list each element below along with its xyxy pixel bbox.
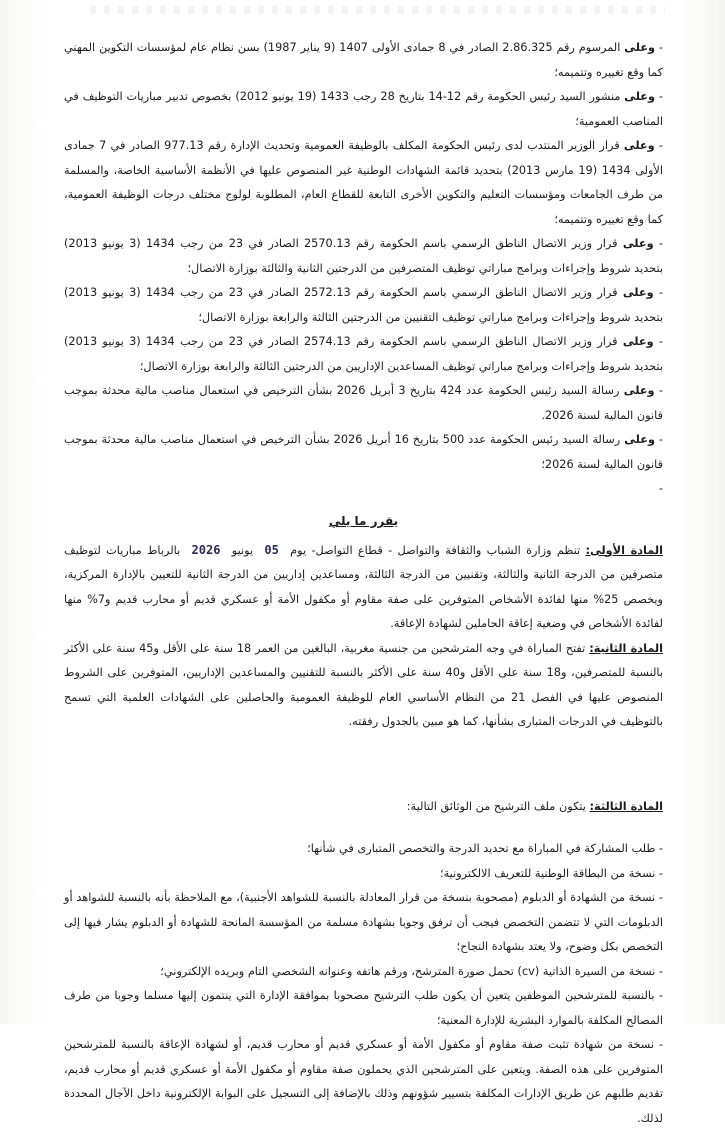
visa-keyword: وعلى bbox=[622, 237, 654, 250]
visa-keyword: وعلى bbox=[624, 90, 656, 103]
visa-text: رسالة السيد رئيس الحكومة عدد 500 بتاريخ 16 أبريل 2026 بشأن الترخيص في استعمال مناصب مالية محدثة بموجب قانون المالية لسنة 2026؛ bbox=[64, 433, 663, 471]
visa-paragraph bbox=[64, 232, 663, 281]
article-3-title: المادة الثالثة: bbox=[589, 799, 663, 813]
article-1-title: المادة الأولى: bbox=[585, 543, 663, 557]
visa-dash: - bbox=[655, 41, 664, 54]
trailing-dash: - bbox=[658, 482, 663, 495]
article-1 bbox=[64, 538, 663, 637]
visa-paragraph bbox=[64, 85, 663, 134]
scan-artifact bbox=[90, 6, 665, 14]
visa-dash: - bbox=[655, 90, 664, 103]
visa-dash: - bbox=[653, 286, 663, 299]
list-item: - طلب المشاركة في المباراة مع تحديد الدرجة والتخصص المتبارى في شأنها؛ bbox=[307, 842, 663, 855]
article-1-text-after-date: بالرباط مباريات لتوظيف متصرفين من الدرجة الثانية والثالثة، وتقنيين من الدرجة الثالثة، ومساعدين إداريين من الدرجة الثانية للتعيين بالإدارة المركزية، ويخصص 25% منها لفائدة الأشخاص المتوفرين على صفة مقاوم أو مكفول الأمة أو عسكري قديم أو محارب قديم و7% منها لفائدة الأشخاص في وضعية إعاقة الحاملين لشهادة الإعاقة. bbox=[64, 543, 664, 630]
visa-dash: - bbox=[654, 139, 663, 152]
article-1-text-before-date: تنظم وزارة الشباب والثقافة والتواصل - قطاع التواصل- يوم bbox=[290, 543, 581, 557]
visa-keyword: وعلى bbox=[623, 139, 655, 152]
visa-keyword: وعلى bbox=[622, 335, 654, 348]
visa-paragraph bbox=[64, 379, 663, 428]
article-2-title: المادة الثانية: bbox=[589, 641, 664, 655]
visa-text: المرسوم رقم 2.86.325 الصادر في 8 جمادى الأولى 1407 (9 يناير 1987) بسن نظام عام لمؤسسات التكوين المهني كما وقع تغييره وتتميمه؛ bbox=[64, 41, 663, 79]
visa-dash: - bbox=[654, 384, 663, 397]
visa-text: منشور السيد رئيس الحكومة رقم 12-14 بتاريخ 28 رجب 1433 (19 يونيو 2012) بخصوص تدبير مباريات التوظيف في المناصب العمومية؛ bbox=[64, 90, 663, 128]
article-2 bbox=[64, 637, 663, 735]
visa-keyword: وعلى bbox=[623, 384, 655, 397]
visa-paragraph bbox=[64, 36, 663, 85]
article-2-text: تفتح المباراة في وجه المترشحين من جنسية مغربية، البالغين من العمر 18 سنة على الأقل و45 سنة على الأكثر بالنسبة للمتصرفين، و18 سنة على الأقل و40 سنة على الأكثر بالنسبة للتقنيين والمساعدين الإداريين، المتوفرين على الشروط المنصوص عليها في الفصل 21 من النظام الأساسي العام للوظيفة العمومية والحاصلين على الشهادات العلمية التي تسمح بالتوظيف في الدرجات المتبارى بشأنها، كما هو مبين بالجدول رفقته. bbox=[64, 641, 664, 728]
decree-body bbox=[64, 36, 663, 1131]
article-3-intro: يتكون ملف الترشيح من الوثائق التالية: bbox=[406, 799, 586, 813]
article-1-date-year: 2026 bbox=[191, 542, 221, 557]
visa-keyword: وعلى bbox=[624, 41, 656, 54]
visa-paragraph bbox=[64, 330, 663, 379]
list-item: - نسخة من البطاقة الوطنية للتعريف الالكترونية؛ bbox=[440, 866, 663, 880]
article-1-date-day: 05 bbox=[264, 542, 279, 557]
visa-paragraph bbox=[64, 281, 663, 330]
visa-text: قرار وزير الاتصال الناطق الرسمي باسم الحكومة رقم 2572.13 الصادر في 23 من رجب 1434 (3 يونيو 2013) بتحديد شروط وإجراءات وبرامج مباراتي توظيف التقنيين من الدرجتين الثالثة والرابعة بوزارة الاتصال؛ bbox=[64, 286, 663, 324]
visa-text: قرار الوزير المنتدب لدى رئيس الحكومة المكلف بالوظيفة العمومية وتحديث الإدارة رقم 977.13 الصادر في 7 جمادى الأولى 1434 (19 مارس 2013) بتحديد قائمة الشهادات الوطنية غير المنصوص عليها في الأنظمة الأساسية الخاصة، والمسلمة من طرف الجامعات ومؤسسات التعليم والتكوين الأخرى التابعة للقطاع العام، المطلوبة لولوج مختلف درجات الوظيفة العمومية، كما وقع تغييره وتتميمه؛ bbox=[64, 139, 664, 226]
list-item: - بالنسبة للمترشحين الموظفين يتعين أن يكون طلب الترشيح مصحوبا بموافقة الإدارة التي ينتمون إليها مسلما وجوبا من طرف المصالح المكلفة بالموارد البشرية للإدارة المعنية؛ bbox=[64, 989, 663, 1027]
decides-heading: يقرر ما يلي bbox=[328, 514, 399, 528]
spacer bbox=[64, 735, 663, 795]
article-3-heading bbox=[64, 795, 663, 820]
visa-dash: - bbox=[654, 433, 664, 446]
visa-keyword: وعلى bbox=[624, 433, 655, 446]
list-item: - نسخة من الشهادة أو الدبلوم (مصحوبة بنسخة من قرار المعادلة بالنسبة للشواهد الأجنبية)، مع الملاحظة بأنه بالنسبة للشواهد أو الدبلومات التي لا تتضمن التخصص فيجب أن ترفق وجوبا بشهادة مسلمة من المؤسسة المانحة للشهادة أو الدبلوم يشار فيها إلى التخصص بكل وضوح، ولا يعتد بشهادة النجاح؛ bbox=[64, 891, 663, 953]
article-1-date-month: يونيو bbox=[231, 543, 254, 557]
visa-paragraph bbox=[64, 428, 663, 477]
visa-text: قرار وزير الاتصال الناطق الرسمي باسم الحكومة رقم 2574.13 الصادر في 23 من رجب 1434 (3 يونيو 2013) بتحديد شروط وإجراءات وبرامج مباراتي توظيف المساعدين الإداريين من الدرجتين الثالثة والرابعة بوزارة الاتصال؛ bbox=[64, 335, 663, 373]
visa-paragraph bbox=[64, 134, 663, 232]
visa-keyword: وعلى bbox=[622, 286, 654, 299]
visa-text: قرار وزير الاتصال الناطق الرسمي باسم الحكومة رقم 2570.13 الصادر في 23 من رجب 1434 (3 يونيو 2013) بتحديد شروط وإجراءات وبرامج مباراتي توظيف المتصرفين من الدرجتين الثانية والثالثة بوزارة الاتصال؛ bbox=[64, 237, 663, 275]
spacer bbox=[64, 819, 663, 837]
required-documents-list bbox=[64, 837, 663, 1131]
visa-dash: - bbox=[653, 237, 663, 250]
list-item: - نسخة من السيرة الذاتية (cv) تحمل صورة المترشح، ورقم هاتفه وعنوانه الشخصي التام وبريده الإلكتروني؛ bbox=[160, 964, 663, 978]
visa-dash: - bbox=[653, 335, 663, 348]
visa-text: رسالة السيد رئيس الحكومة عدد 424 بتاريخ 3 أبريل 2026 بشأن الترخيص في استعمال مناصب مالية محدثة بموجب قانون المالية لسنة 2026. bbox=[64, 384, 663, 422]
visas-list bbox=[64, 36, 663, 477]
list-item: - نسخة من شهادة تثبت صفة مقاوم أو مكفول الأمة أو عسكري قديم أو محارب قديم، أو لشهادة الإعاقة بالنسبة للمترشحين المتوفرين على هذه الصفة. ويتعين على المترشحين الذي يحملون صفة مقاوم أو مكفول الأمة أو عسكري قديم أو محارب قديم، تقديم طلبهم عن طريق الإدارات المكلفة بتسيير شؤونهم وذلك بالإضافة إلى التسجيل على البوابة الإلكترونية داخل الآجال المحددة لذلك. bbox=[64, 1038, 663, 1125]
